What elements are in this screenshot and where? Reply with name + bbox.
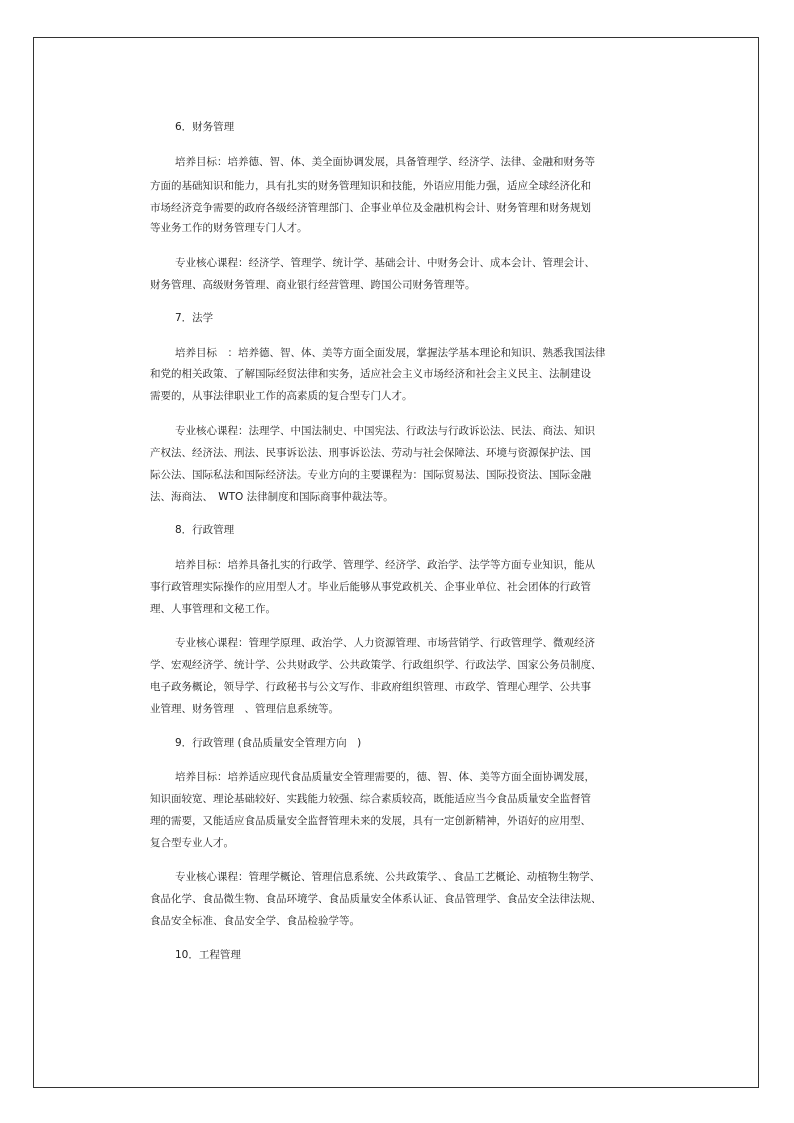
paragraph-line: 培养目标：培养适应现代食品质量安全管理需要的，德、智、体、美等方面全面协调发展， — [175, 771, 595, 783]
paragraph-line: 事行政管理实际操作的应用型人才。毕业后能够从事党政机关、企事业单位、社会团体的行政管 — [150, 581, 591, 593]
paragraph-line: 专业核心课程：法理学、中国法制史、中国宪法、行政法与行政诉讼法、民法、商法、知识 — [175, 425, 595, 437]
paragraph-line: 培养目标 ：培养德、智、体、美等方面全面发展，掌握法学基本理论和知识、熟悉我国法律 — [175, 347, 606, 359]
paragraph-line: 培养目标：培养德、智、体、美全面协调发展，具备管理学、经济学、法律、金融和财务等 — [175, 156, 595, 168]
section-heading-engineering-mgmt: 10．工程管理 — [175, 949, 241, 961]
paragraph-line: 培养目标：培养具备扎实的行政学、管理学、经济学、政治学、法学等方面专业知识，能从 — [175, 559, 595, 571]
paragraph-line: 需要的，从事法律职业工作的高素质的复合型专门人才。 — [150, 390, 413, 402]
paragraph-line: 食品化学、食品微生物、食品环境学、食品质量安全体系认证、食品管理学、食品安全法律法规、 — [150, 893, 602, 905]
paragraph-line: 复合型专业人才。 — [150, 837, 234, 849]
paragraph-line: 学、宏观经济学、统计学、公共财政学、公共政策学、行政组织学、行政法学、国家公务员制度、 — [150, 659, 602, 671]
paragraph-line: 和党的相关政策、了解国际经贸法律和实务，适应社会主义市场经济和社会主义民主、法制建设 — [150, 368, 591, 380]
paragraph-line: 食品安全标准、食品安全学、食品检验学等。 — [150, 915, 360, 927]
paragraph-line: 方面的基础知识和能力，具有扎实的财务管理知识和技能，外语应用能力强，适应全球经济化和 — [150, 180, 591, 192]
paragraph-line: 业管理、财务管理 、管理信息系统等。 — [150, 703, 339, 715]
paragraph-line: 电子政务概论，领导学、行政秘书与公文写作、非政府组织管理、市政学、管理心理学、公共事 — [150, 681, 591, 693]
paragraph-line: 财务管理、高级财务管理、商业银行经营管理、跨国公司财务管理等。 — [150, 279, 476, 291]
paragraph-line: 知识面较宽、理论基础较好、实践能力较强、综合素质较高，既能适应当今食品质量安全监督管 — [150, 793, 591, 805]
section-heading-finance: 6．财务管理 — [175, 121, 235, 133]
paragraph-line: 理的需要，又能适应食品质量安全监督管理未来的发展，具有一定创新精神，外语好的应用型、 — [150, 815, 591, 827]
paragraph-line: 产权法、经济法、刑法、民事诉讼法、刑事诉讼法、劳动与社会保障法、环境与资源保护法、国 — [150, 447, 591, 459]
section-heading-public-admin: 8．行政管理 — [175, 524, 235, 536]
section-heading-food-safety-admin: 9．行政管理 (食品质量安全管理方向 ) — [175, 737, 362, 749]
paragraph-line: 专业核心课程：管理学概论、管理信息系统、公共政策学、、食品工艺概论、动植物生物学、 — [175, 871, 601, 883]
paragraph-line: 专业核心课程：管理学原理、政治学、人力资源管理、市场营销学、行政管理学、微观经济 — [175, 637, 595, 649]
paragraph-line: 际公法、国际私法和国际经济法。专业方向的主要课程为：国际贸易法、国际投资法、国际金融 — [150, 469, 591, 481]
paragraph-line: 理、人事管理和文秘工作。 — [150, 603, 276, 615]
paragraph-line: 市场经济竞争需要的政府各级经济管理部门、企事业单位及金融机构会计、财务管理和财务规划 — [150, 202, 591, 214]
paragraph-line: 法、海商法、 WTO 法律制度和国际商事仲裁法等。 — [150, 491, 394, 503]
section-heading-law: 7．法学 — [175, 312, 214, 324]
paragraph-line: 等业务工作的财务管理专门人才。 — [150, 222, 308, 234]
paragraph-line: 专业核心课程：经济学、管理学、统计学、基础会计、中财务会计、成本会计、管理会计、 — [175, 257, 595, 269]
